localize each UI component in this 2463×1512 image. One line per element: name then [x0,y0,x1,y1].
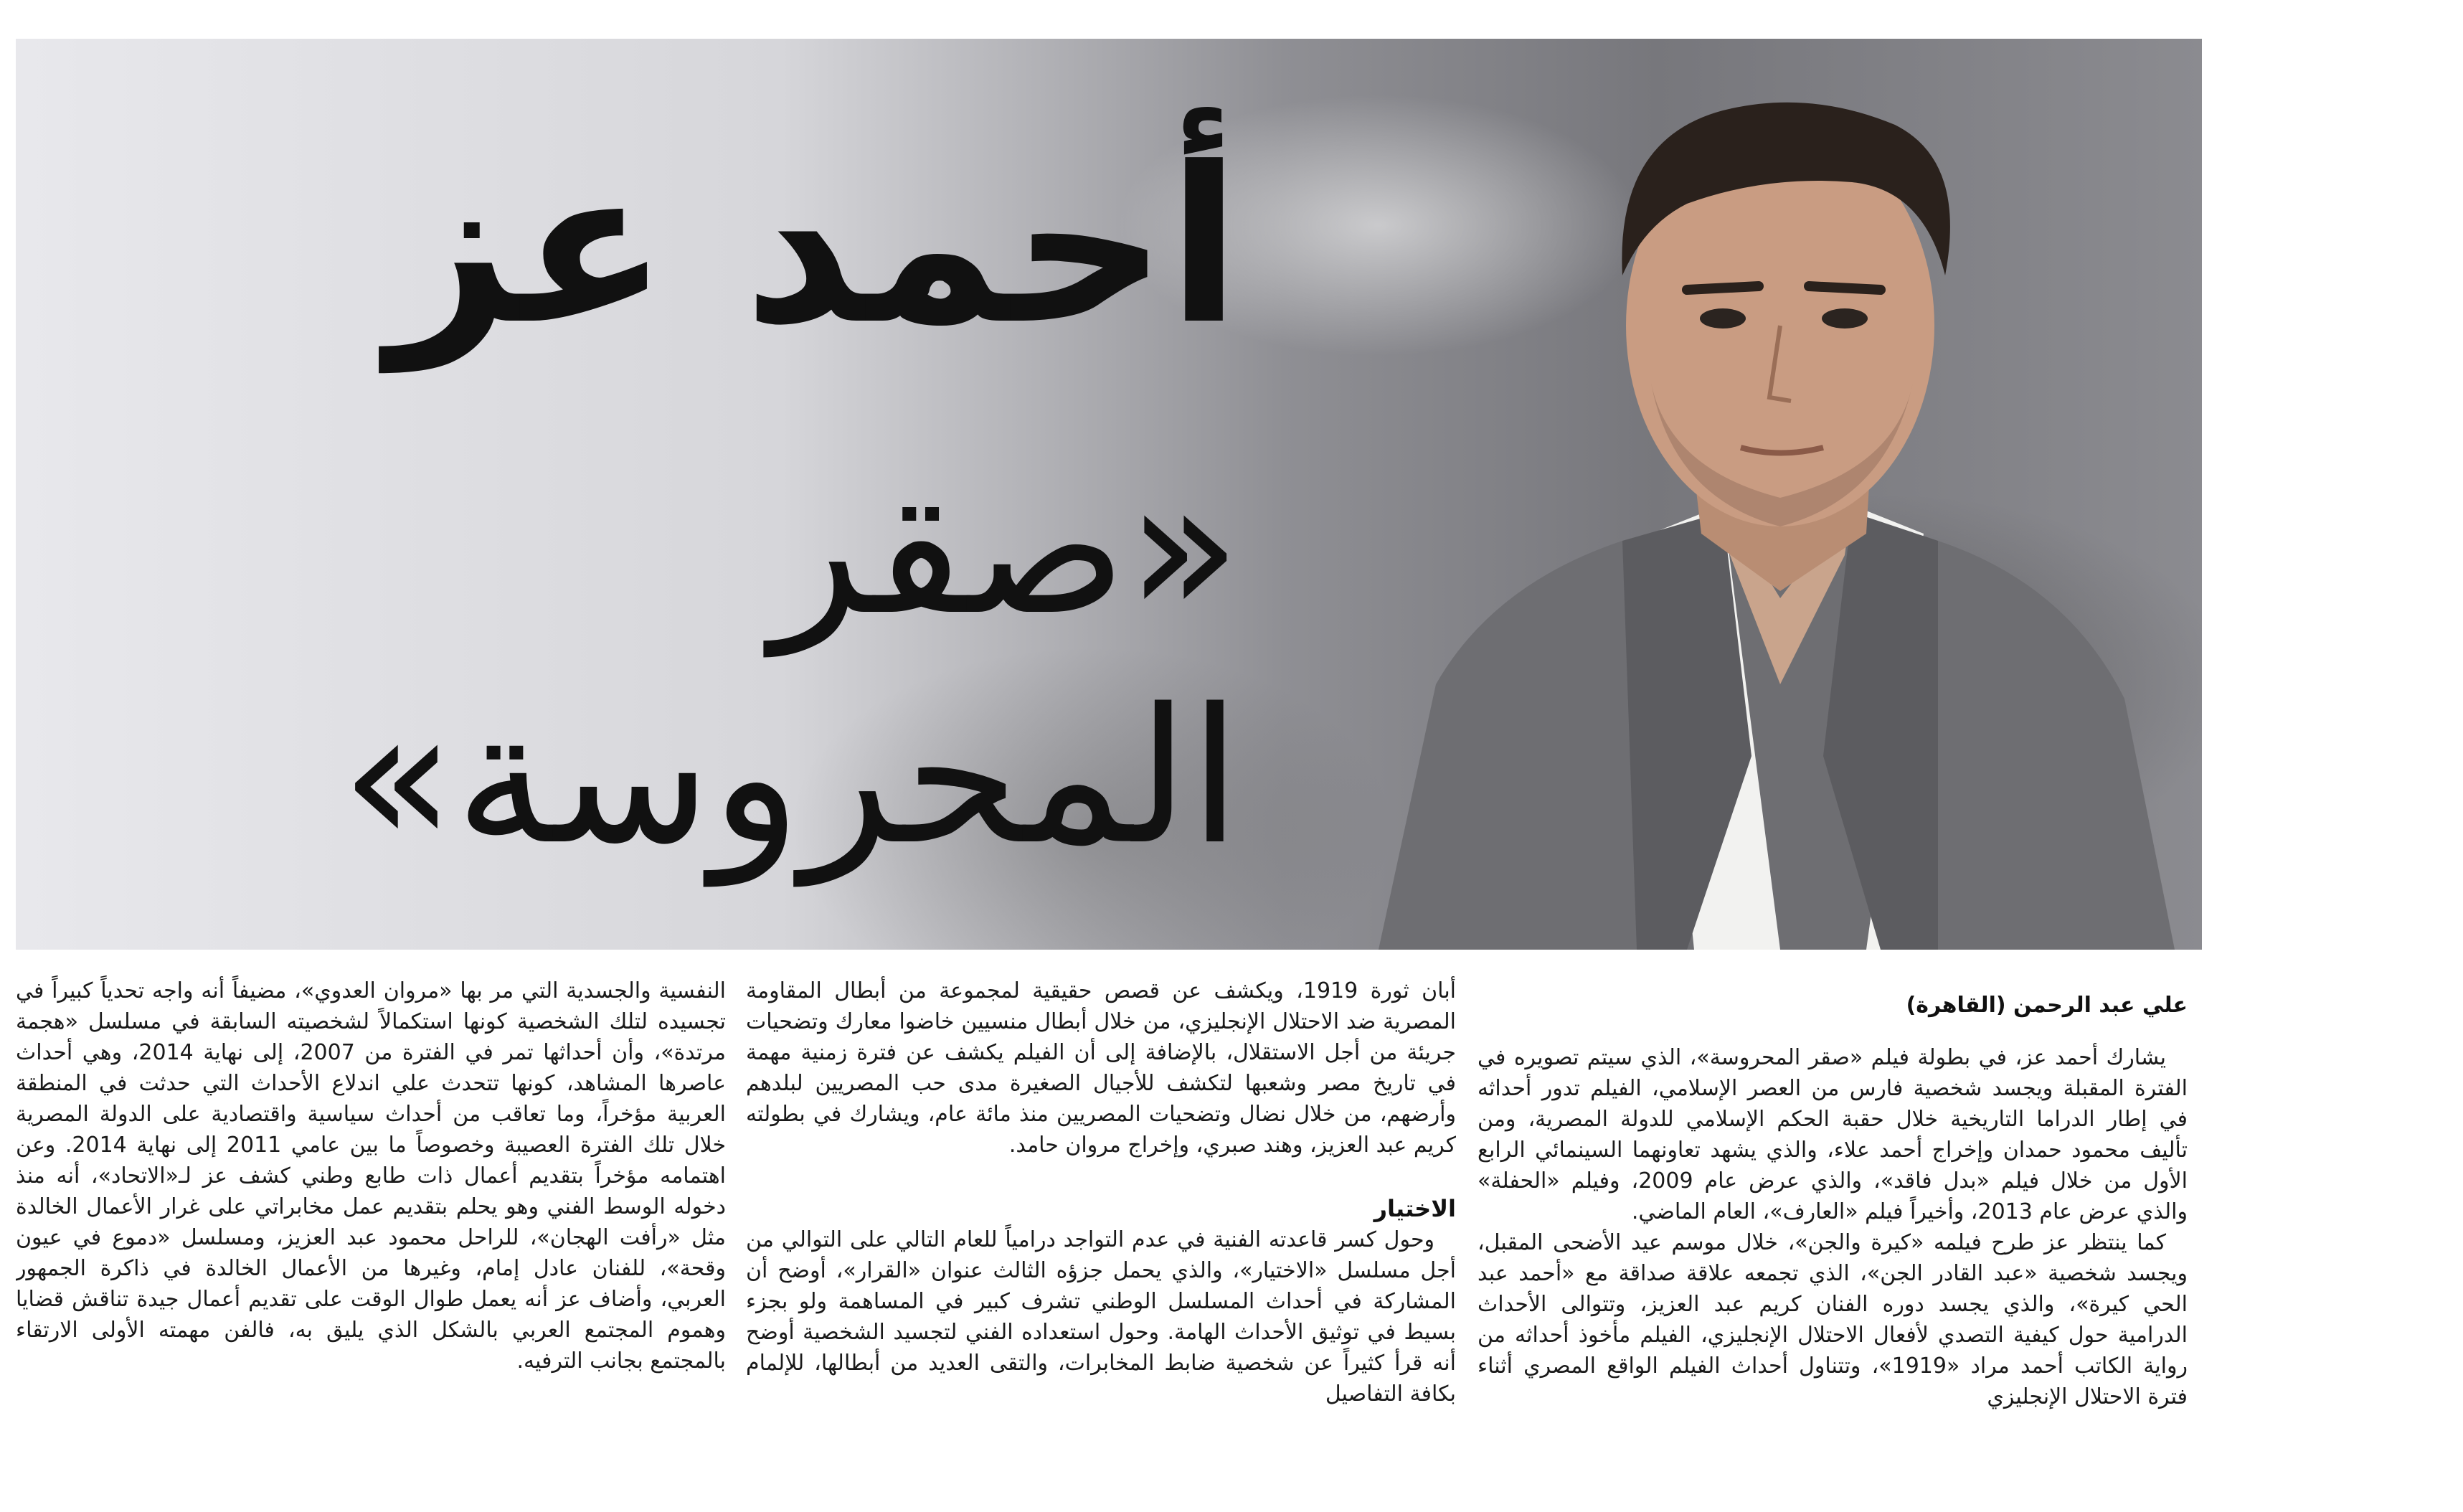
byline: علي عبد الرحمن (القاهرة) [1906,993,2188,1018]
article-paragraph: النفسية والجسدية التي مر بها «مروان العدوي»، مضيفاً أنه واجه تحدياً كبيراً في تجسيده لتلك الشخصية كونها استكمالاً لشخصيته السابقة في مسلسل «هجمة مرتدة»، وأن أحداثها تمر في الفترة من 2007، إلى نهاية 2014، وهي أحداث عاصرها المشاهد، كونها تتحدث علي اندلاع الأحداث التي حدثت في المنطقة العربية مؤخراً، وما تعاقب من أحداث سياسية واقتصادية على الدولة المصرية خلال تلك الفترة العصيبة وخصوصاً ما بين عامي 2011 إلى نهاية 2014. وعن اهتمامه مؤخراً بتقديم أعمال ذات طابع وطني كشف عز لـ«الاتحاد»، أنه منذ دخوله الوسط الفني وهو يحلم بتقديم عمل مخابراتي على غرار الأعمال الخالدة مثل «رأفت الهجان»، للراحل محمود عبد العزيز، ومسلسل «دموع في عيون وقحة»، للفنان عادل إمام، وغيرها من الأعمال الخالدة في ذاكرة الجمهور العربي، وأضاف عز أنه يعمل طوال الوقت على تقديم أعمال جيدة تناقش قضايا وهموم المجتمع العربي بالشكل الذي يليق به، فالفن مهمته الأولى الارتقاء بالمجتمع بجانب الترفيه. [16,978,726,1374]
article-paragraph: يشارك أحمد عز، في بطولة فيلم «صقر المحروسة»، الذي سيتم تصويره في الفترة المقبلة ويجسد شخصية فارس من العصر الإسلامي، الفيلم تدور أحداثه في إطار الدراما التاريخية خلال حقبة الحكم الإسلامي للدولة المصرية، ومن تأليف محمود حمدان وإخراج أحمد علاء، والذي يشهد تعاونهما السينمائي الرابع الأول من خلال فيلم «بدل فاقد»، والذي عرض عام 2009، وفيلم «الحفلة» والذي عرض عام 2013، وأخيراً فيلم «العارف»، العام الماضي. [1478,1045,2188,1224]
section-subheading: الاختيار [1374,1195,1456,1222]
article-column-left [16,975,726,1506]
article-paragraph: وحول كسر قاعدته الفنية في عدم التواجد درامياً للعام التالي على التوالي من أجل مسلسل «الاختيار»، والذي يحمل جزؤه الثالث عنوان «القرار»، أوضح أن المشاركة في أحداث المسلسل الوطني تشرف كبير في المساهمة ولو بجزء بسيط في توثيق الأحداث الهامة. وحول استعداده الفني لتجسيد الشخصية أوضح أنه قرأ كثيراً عن شخصية ضابط المخابرات، والتقى العديد من أبطالها، للإلمام بكافة التفاصيل [746,1227,1456,1407]
article-column-right [1478,975,2188,1506]
article-paragraph: أبان ثورة 1919، ويكشف عن قصص حقيقية لمجموعة من أبطال المقاومة المصرية ضد الاحتلال الإنجليزي، من خلال أبطال منسيين خاضوا معارك وتضحيات جريئة من أجل الاستقلال، بالإضافة إلى أن الفيلم يكشف عن فترة زمنية مهمة في تاريخ مصر وشعبها لتكشف للأجيال الصغيرة مدى حب المصريين لبلدهم وأرضهم، من خلال نضال وتضحيات المصريين منذ مائة عام، ويشارك في بطولته كريم عبد العزيز، وهند صبري، وإخراج مروان حامد. [746,978,1456,1158]
hero-banner [16,39,2202,950]
actor-portrait [1350,39,2202,950]
article-column-middle [746,975,1456,1506]
headline-line-2: «صقر [771,440,1241,656]
headline-line-1: أحمد عز [387,121,1241,372]
headline-line-3: المحروسة» [341,669,1241,886]
article-paragraph: كما ينتظر عز طرح فيلمه «كيرة والجن»، خلال موسم عيد الأضحى المقبل، ويجسد شخصية «عبد القادر الجن»، الذي تجمعه علاقة صداقة مع «أحمد عبد الحي كيرة»، والذي يجسد دوره الفنان كريم عبد العزيز، وتتوالى الأحداث الدرامية حول كيفية التصدي لأفعال الاحتلال الإنجليزي، الفيلم مأخوذ أحداثه من رواية الكاتب أحمد مراد «1919»، وتتناول أحداث الفيلم الواقع المصري أثناء فترة الاحتلال الإنجليزي [1478,1230,2188,1409]
